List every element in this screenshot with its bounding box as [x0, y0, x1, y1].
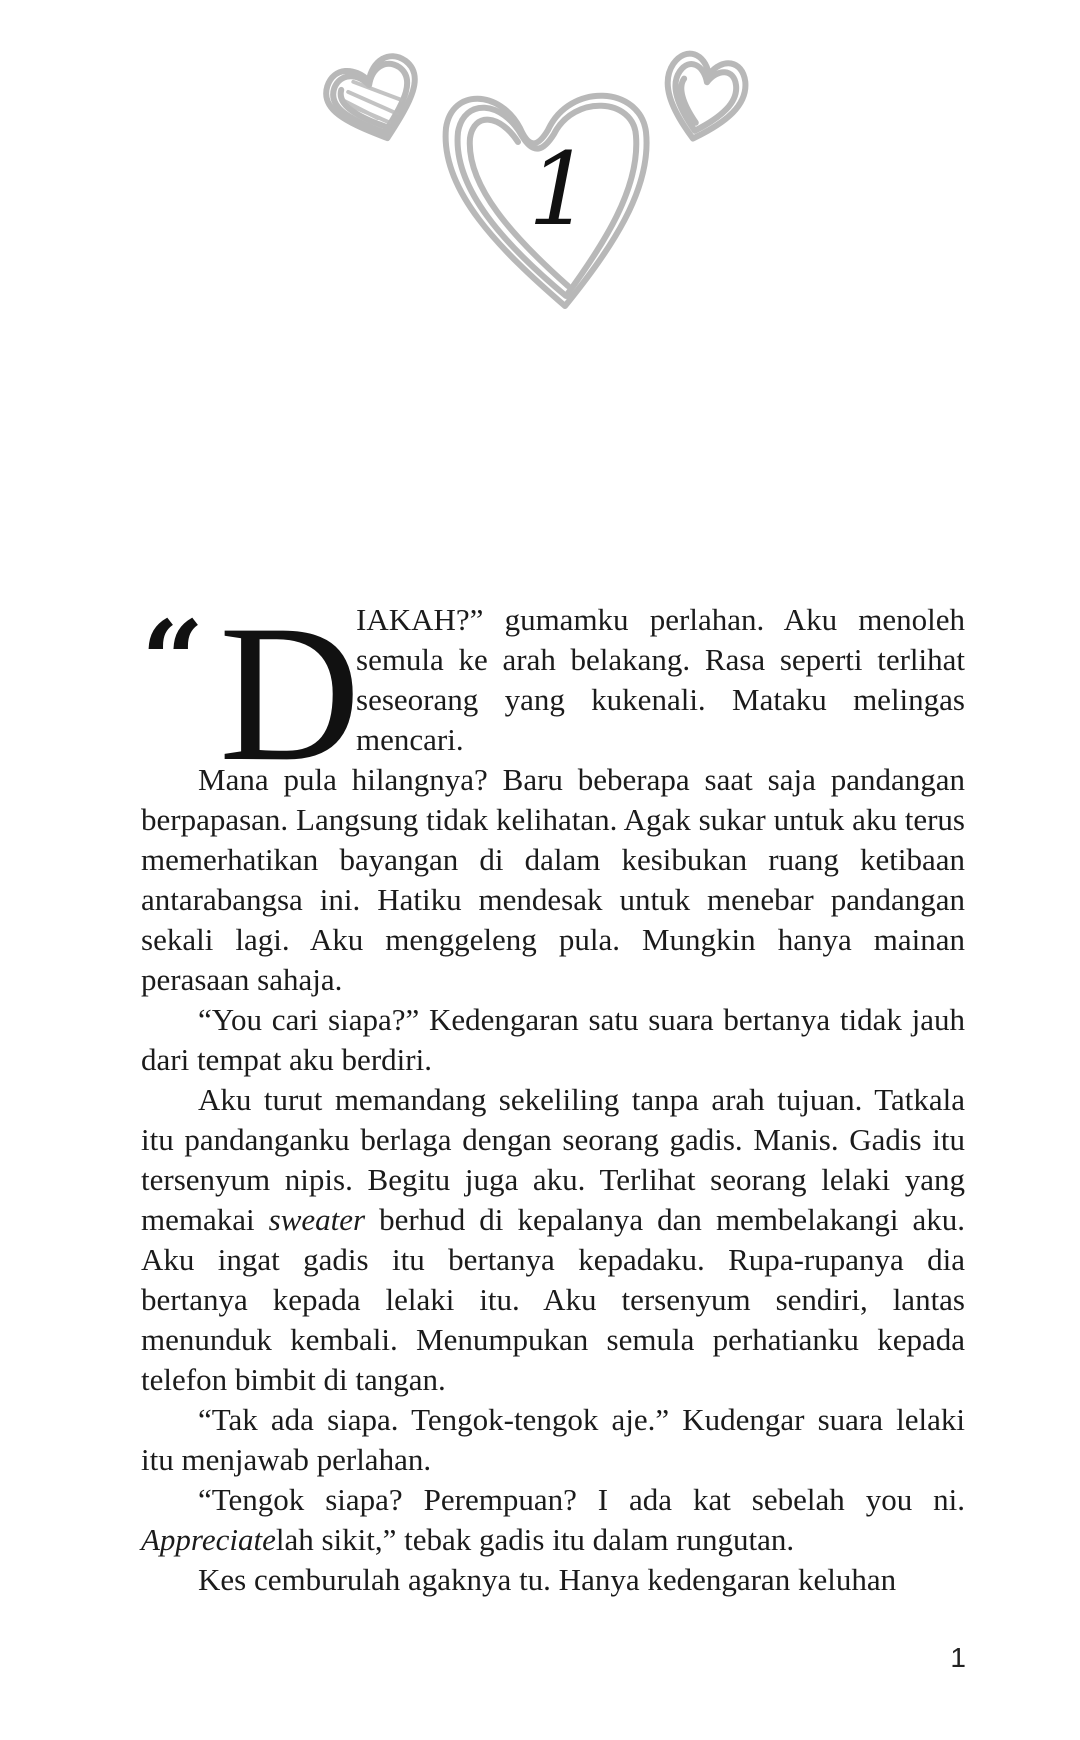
opening-paragraph [141, 585, 965, 802]
small-heart-right-icon [655, 49, 751, 147]
paragraph-text: berhud di kepalanya dan membelakangi aku. Aku ingat gadis itu bertanya kepadaku. Rupa-rupanya dia bertanya kepada lelaki itu. Aku tersenyum sendiri, lantas menunduk kembali. Menumpukan semula perhatianku kepada telefon bimbit di tangan. [141, 1202, 965, 1397]
chapter-body [141, 585, 965, 1600]
paragraph [141, 1480, 965, 1560]
paragraph-text: lah sikit,” tebak gadis itu dalam rungutan. [275, 1522, 795, 1557]
drop-cap: D [219, 585, 361, 802]
page-number: 1 [950, 1642, 966, 1673]
italic-word: sweater [268, 1202, 366, 1237]
chapter-number: 1 [528, 131, 592, 248]
paragraph: Kes cemburulah agaknya tu. Hanya kedengaran keluhan [198, 1562, 897, 1597]
paragraph-text: “Tengok siapa? Perempuan? I ada kat sebelah you ni. [198, 1482, 965, 1517]
paragraph [141, 1080, 965, 1400]
paragraph: “Tak ada siapa. Tengok-tengok aje.” Kudengar suara lelaki itu menjawab perlahan. [141, 1402, 965, 1477]
paragraph: “You cari siapa?” Kedengaran satu suara bertanya tidak jauh dari tempat aku berdiri. [141, 1002, 965, 1077]
italic-word: Appreciate [141, 1522, 276, 1557]
opening-text: IAKAH?” gumamku perlahan. Aku menoleh semula ke arah belakang. Rasa seperti terlihat seseorang yang kukenali. Mataku melingas mencari. [356, 602, 965, 757]
paragraph: Mana pula hilangnya? Baru beberapa saat saja pandangan berpapasan. Langsung tidak kelihatan. Agak sukar untuk aku terus memerhatikan bayangan di dalam kesibukan ruang ketibaan antarabangsa ini. Hatiku mendesak untuk menebar pandangan sekali lagi. Aku menggeleng pula. Mungkin hanya mainan perasaan sahaja. [141, 762, 965, 997]
opening-quote-mark: “ [141, 596, 205, 725]
small-heart-left-icon [320, 50, 430, 152]
paragraph-text: Aku turut memandang sekeliling tanpa arah tujuan. Tatkala itu pandanganku berlaga dengan seorang gadis. Manis. Gadis itu tersenyum nipis. Begitu juga aku. Terlihat seorang lelaki yang memakai [141, 1082, 965, 1237]
